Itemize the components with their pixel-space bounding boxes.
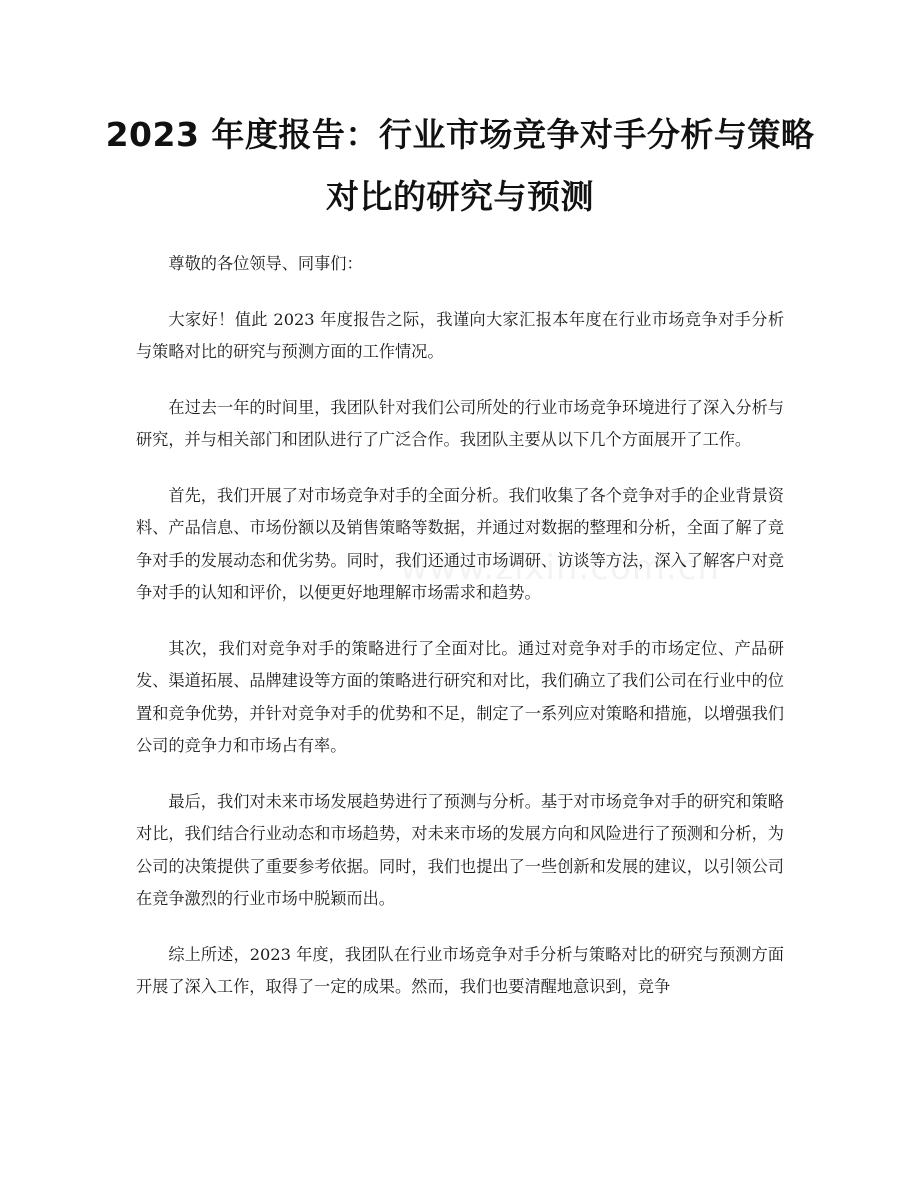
third-point-paragraph: 最后，我们对未来市场发展趋势进行了预测与分析。基于对市场竞争对手的研究和策略对比，我们结合行业动态和市场趋势，对未来市场的发展方向和风险进行了预测和分析，为公司的决策提供了重要参考依据。同时，我们也提出了一些创新和发展的建议，以引领公司在竞争激烈的行业市场中脱颖而出。 [136, 791, 784, 908]
document-body [136, 248, 784, 1027]
salutation-paragraph: 尊敬的各位领导、同事们： [168, 254, 363, 273]
intro-paragraph: 大家好！值此 2023 年度报告之际，我谨向大家汇报本年度在行业市场竞争对手分析与策略对比的研究与预测方面的工作情况。 [136, 309, 784, 361]
summary-paragraph: 综上所述，2023 年度，我团队在行业市场竞争对手分析与策略对比的研究与预测方面开展了深入工作，取得了一定的成果。然而，我们也要清醒地意识到，竞争 [136, 944, 784, 996]
first-point-paragraph: 首先，我们开展了对市场竞争对手的全面分析。我们收集了各个竞争对手的企业背景资料、产品信息、市场份额以及销售策略等数据，并通过对数据的整理和分析，全面了解了竞争对手的发展动态和优劣势。同时，我们还通过市场调研、访谈等方法，深入了解客户对竞争对手的认知和评价，以便更好地理解市场需求和趋势。 [136, 485, 784, 602]
second-point-paragraph: 其次，我们对竞争对手的策略进行了全面对比。通过对竞争对手的市场定位、产品研发、渠道拓展、品牌建设等方面的策略进行研究和对比，我们确立了我们公司在行业中的位置和竞争优势，并针对竞争对手的优势和不足，制定了一系列应对策略和措施，以增强我们公司的竞争力和市场占有率。 [136, 638, 784, 755]
document-title: 2023 年度报告：行业市场竞争对手分析与策略对比的研究与预测 [105, 115, 815, 216]
overview-paragraph: 在过去一年的时间里，我团队针对我们公司所处的行业市场竞争环境进行了深入分析与研究，并与相关部门和团队进行了广泛合作。我团队主要从以下几个方面展开了工作。 [136, 397, 784, 449]
